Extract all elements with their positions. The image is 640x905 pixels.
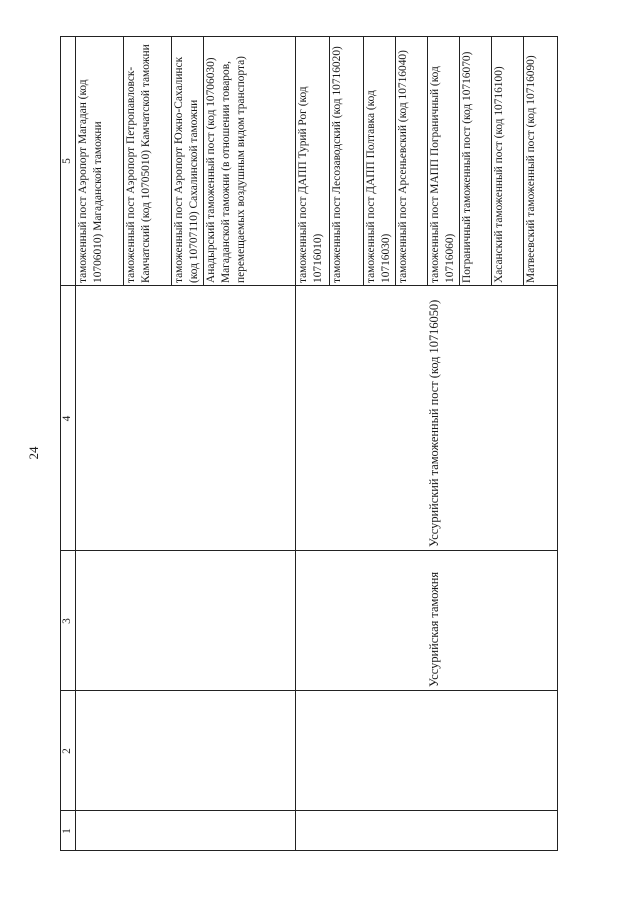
table-border-left bbox=[60, 850, 558, 851]
header-col-1: 1 bbox=[61, 828, 73, 834]
col5-lower-entry: таможенный пост МАПП Пограничный (код 10716060) bbox=[429, 66, 456, 283]
header-divider bbox=[75, 36, 76, 851]
row-divider bbox=[329, 36, 330, 286]
parent-post-name: Уссурийский таможенный пост (код 10716050) bbox=[427, 299, 441, 547]
row-divider bbox=[171, 36, 172, 286]
col5-lower-entry: таможенный пост Лесозаводский (код 10716020) bbox=[331, 46, 343, 283]
column-divider bbox=[60, 285, 558, 286]
col5-lower-entry: Хасанский таможенный пост (код 10716100) bbox=[493, 66, 505, 283]
row-divider bbox=[523, 36, 524, 286]
col5-lower-entry: Пограничный таможенный пост (код 10716070) bbox=[461, 51, 473, 283]
header-col-3: 3 bbox=[61, 618, 73, 624]
col5-upper-entry: таможенный пост Аэропорт Петропавловск-Камчатский (код 10705010) Камчатской таможни bbox=[125, 44, 152, 283]
col5-upper-entry: таможенный пост Аэропорт Южно-Сахалинск (код 10707110) Сахалинской таможни bbox=[173, 56, 200, 283]
row-divider bbox=[557, 550, 558, 551]
column-divider bbox=[60, 690, 558, 691]
col5-lower-entry: таможенный пост Арсеньевский (код 10716040) bbox=[397, 50, 409, 283]
row-divider bbox=[295, 691, 296, 851]
header-col-2: 2 bbox=[61, 748, 73, 754]
row-divider bbox=[459, 36, 460, 286]
row-divider bbox=[395, 36, 396, 286]
column-divider bbox=[60, 810, 558, 811]
column-divider bbox=[60, 550, 558, 551]
table-border-bottom bbox=[557, 36, 558, 851]
col5-upper-entry: таможенный пост Аэропорт Магадан (код 10706010) Магаданской таможни bbox=[77, 79, 104, 283]
page-number: 24 bbox=[26, 446, 41, 460]
row-divider bbox=[491, 36, 492, 286]
group-divider bbox=[295, 36, 296, 691]
row-divider bbox=[203, 36, 204, 286]
customs-table bbox=[60, 36, 630, 851]
header-col-5: 5 bbox=[61, 158, 73, 164]
rotated-table-wrapper bbox=[60, 36, 630, 851]
table-border-top bbox=[60, 36, 61, 851]
table-border-right bbox=[60, 36, 558, 37]
col5-upper-entry: Анадырский таможенный пост (код 10706030) Магаданской таможни (в отношении товаров, перемещаемых воздушным видом транспорта) bbox=[205, 56, 247, 283]
col5-lower-entry: Матвеевский таможенный пост (код 10716090) bbox=[525, 55, 537, 283]
customs-house-name: Уссурийская таможня bbox=[427, 571, 441, 687]
row-divider bbox=[123, 36, 124, 286]
col5-lower-entry: таможенный пост ДАПП Турий Рог (код 10716010) bbox=[297, 86, 324, 283]
col5-lower-entry: таможенный пост ДАПП Полтавка (код 10716030) bbox=[365, 90, 392, 283]
row-divider bbox=[363, 36, 364, 286]
header-col-4: 4 bbox=[61, 415, 73, 422]
row-divider bbox=[427, 36, 428, 286]
